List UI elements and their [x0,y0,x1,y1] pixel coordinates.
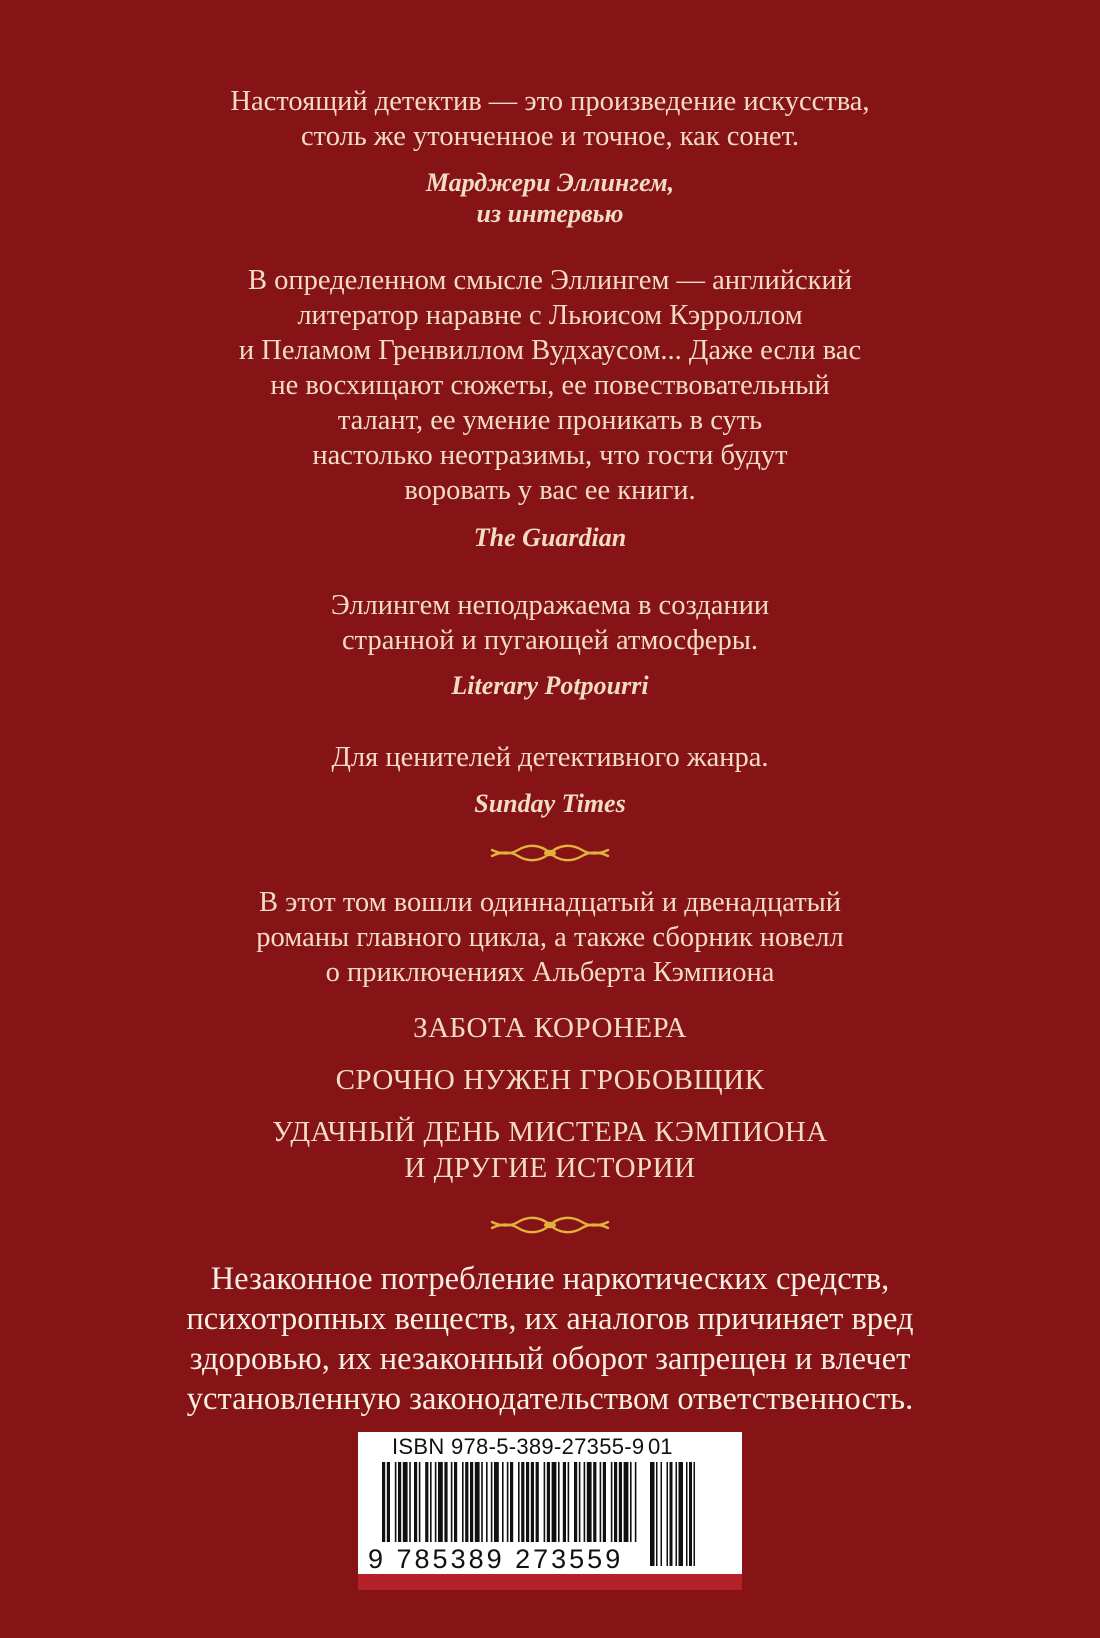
barcode-bar [395,1462,397,1542]
barcode-bar [486,1462,488,1542]
barcode-bar [462,1462,464,1542]
barcode-bar [438,1462,443,1542]
barcode-bar [579,1462,581,1542]
barcode-bar [502,1462,504,1542]
isbn-barcode [358,1432,742,1574]
barcode-bar [491,1462,493,1542]
barcode-bar [403,1462,408,1542]
barcode-addon-code: 01 [648,1434,673,1459]
quote-3-attribution [0,670,1100,701]
barcode-bar [536,1462,539,1542]
barcode-bar [387,1462,390,1542]
quote-2-attribution [0,522,1100,553]
attribution-line: The Guardian [473,523,627,552]
isbn-label: ISBN 978-5-389-27355-9 [392,1434,645,1459]
book-title-line: СРОЧНО НУЖЕН ГРОБОВЩИК [335,1064,765,1096]
quote-line: Для ценителей детективного жанра. [331,742,769,773]
quote-1 [0,84,1100,154]
barcode-addon-bar [694,1462,696,1566]
barcode-addon-bar [667,1462,669,1566]
barcode-bar [630,1462,632,1542]
barcode-bar [635,1462,637,1542]
barcode-bar [510,1462,513,1542]
barcode-bar [526,1462,529,1542]
barcode-bar [587,1462,592,1542]
barcode-bar [409,1462,411,1542]
attribution-line: Марджери Эллингем, [425,168,675,197]
barcode-bar [435,1462,437,1542]
barcode-bar [563,1462,566,1542]
barcode-bar [521,1462,524,1542]
attribution-line: Literary Potpourri [451,671,649,700]
barcode-bar [584,1462,586,1542]
barcode-bar [568,1462,570,1542]
warning-line: здоровью, их незаконный оборот запрещен и влечет [189,1341,911,1377]
barcode-bar [382,1462,385,1542]
barcode-bar [419,1462,421,1542]
book-title-line: И ДРУГИЕ ИСТОРИИ [404,1152,696,1184]
contents-intro [0,885,1100,990]
barcode-bar [465,1462,468,1542]
contents-line: о приключениях Альберта Кэмпиона [325,957,775,988]
barcode-addon-bar [661,1462,663,1566]
barcode-bar [624,1462,629,1542]
barcode-addon-bar [686,1462,688,1566]
barcode-bar [475,1462,480,1542]
ornament-divider-icon [490,1210,610,1240]
barcode-bar [425,1462,428,1542]
quote-line: В определенном смысле Эллингем — английский [247,265,853,296]
quote-line: талант, ее умение проникать в суть [337,405,763,436]
barcode-bar [454,1462,457,1542]
book-title-1 [0,1010,1100,1046]
barcode-bar [531,1462,534,1542]
quote-line: не восхищают сюжеты, ее повествовательный [270,370,830,401]
quote-2 [0,263,1100,508]
barcode-bar [444,1462,447,1542]
quote-line: странной и пугающей атмосферы. [342,625,758,656]
barcode-bar [593,1462,596,1542]
barcode-bar [414,1462,417,1542]
book-title-line: УДАЧНЫЙ ДЕНЬ МИСТЕРА КЭМПИОНА [272,1116,828,1148]
contents-line: В этот том вошли одиннадцатый и двенадцатый [258,887,842,918]
quote-line: столь же утонченное и точное, как сонет. [300,121,800,152]
quote-line: Настоящий детектив — это произведение искусства, [230,86,870,117]
quote-3 [0,588,1100,658]
barcode-bar [481,1462,483,1542]
barcode-addon-bar [689,1462,692,1566]
barcode-addon-bar [670,1462,673,1566]
barcode-bar [451,1462,453,1542]
barcode-bar [574,1462,577,1542]
barcode-bar [518,1462,520,1542]
barcode-bar [614,1462,617,1542]
barcode-digits: 9 785389 273559 [368,1544,624,1574]
barcode-bar [547,1462,550,1542]
quote-4-attribution [0,788,1100,819]
warning-line: психотропных веществ, их аналогов причиняет вред [186,1301,914,1337]
barcode-bar [398,1462,401,1542]
barcode-bar [611,1462,613,1542]
legal-warning [0,1259,1100,1419]
barcode-color-strip [358,1574,742,1590]
quote-line: воровать у вас ее книги. [404,475,696,506]
warning-line: Незаконное потребление наркотических средств, [210,1261,890,1297]
barcode-addon-bar [676,1462,678,1566]
barcode-bar [494,1462,499,1542]
quote-4 [0,740,1100,775]
barcode-bar [558,1462,560,1542]
book-title-2 [0,1062,1100,1098]
barcode-bar [619,1462,622,1542]
barcode-bar [544,1462,546,1542]
barcode-addon-bar [656,1462,658,1566]
ornament-divider-icon [490,838,610,868]
quote-1-attribution [0,167,1100,229]
barcode-addon-bar [650,1462,655,1566]
barcode-bar [600,1462,602,1542]
barcode-bar [507,1462,509,1542]
book-title-line: ЗАБОТА КОРОНЕРА [413,1012,687,1044]
barcode-bar [552,1462,557,1542]
book-title-3 [0,1114,1100,1186]
quote-line: и Пеламом Гренвиллом Вудхаусом... Даже если вас [238,335,862,366]
barcode-addon-bar [679,1462,684,1566]
quote-line: настолько неотразимы, что гости будут [312,440,788,471]
quote-line: литератор наравне с Льюисом Кэрроллом [297,300,803,331]
barcode-bar [430,1462,432,1542]
attribution-line: из интервью [476,199,624,228]
barcode-bar [470,1462,473,1542]
contents-line: романы главного цикла, а также сборник новелл [256,922,844,953]
barcode-bar [603,1462,606,1542]
warning-line: установленную законодательством ответственность. [186,1381,914,1417]
quote-line: Эллингем неподражаема в создании [330,590,770,621]
attribution-line: Sunday Times [474,789,626,818]
